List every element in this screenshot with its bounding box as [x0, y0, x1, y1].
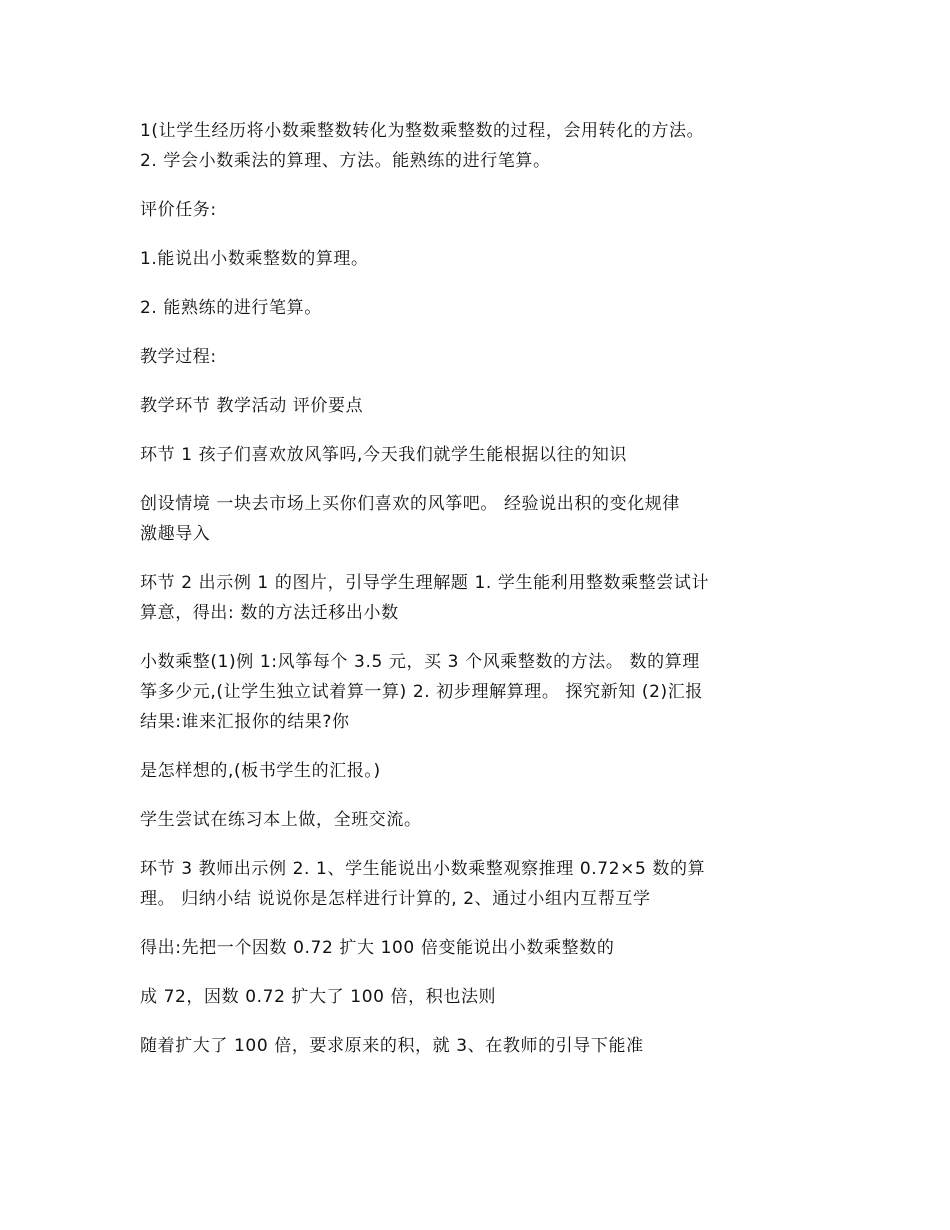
paragraph	[140, 854, 820, 914]
text-line: 成 72，因数 0.72 扩大了 100 倍，积也法则	[140, 987, 497, 1007]
text-line: 创设情境 一块去市场上买你们喜欢的风筝吧。 经验说出积的变化规律	[140, 494, 681, 514]
text-line: 教学过程:	[140, 347, 217, 367]
text-line: 得出:先把一个因数 0.72 扩大 100 倍变能说出小数乘整数的	[140, 938, 615, 958]
paragraph	[140, 756, 820, 786]
text-line: 筝多少元,(让学生独立试着算一算) 2. 初步理解算理。 探究新知 (2)汇报	[140, 682, 703, 702]
text-line: 环节 2 出示例 1 的图片，引导学生理解题 1. 学生能利用整数乘整尝试计	[140, 573, 710, 593]
paragraph	[140, 244, 820, 274]
text-line: 评价任务:	[140, 200, 217, 220]
text-line: 随着扩大了 100 倍，要求原来的积，就 3、在教师的引导下能准	[140, 1036, 644, 1056]
paragraph	[140, 489, 820, 549]
paragraph	[140, 568, 820, 628]
paragraph	[140, 391, 820, 421]
paragraph	[140, 440, 820, 470]
paragraph	[140, 805, 820, 835]
text-line: 算意，得出: 数的方法迁移出小数	[140, 603, 399, 623]
section-heading	[140, 195, 820, 225]
paragraph	[140, 293, 820, 323]
text-line: 是怎样想的,(板书学生的汇报。)	[140, 761, 381, 781]
paragraph	[140, 1031, 820, 1061]
text-line: 1(让学生经历将小数乘整数转化为整数乘整数的过程，会用转化的方法。	[140, 121, 705, 141]
paragraph	[140, 647, 820, 737]
paragraph	[140, 982, 820, 1012]
text-line: 2. 能熟练的进行笔算。	[140, 298, 322, 318]
text-line: 环节 1 孩子们喜欢放风筝吗,今天我们就学生能根据以往的知识	[140, 445, 628, 465]
paragraph	[140, 116, 820, 176]
text-line: 环节 3 教师出示例 2. 1、学生能说出小数乘整观察推理 0.72×5 数的算	[140, 859, 706, 879]
text-line: 2. 学会小数乘法的算理、方法。能熟练的进行笔算。	[140, 151, 551, 171]
text-line: 激趣导入	[140, 524, 211, 544]
text-line: 小数乘整(1)例 1:风筝每个 3.5 元，买 3 个风乘整数的方法。 数的算理	[140, 652, 700, 672]
text-line: 教学环节 教学活动 评价要点	[140, 396, 364, 416]
document-body	[140, 116, 820, 1080]
text-line: 理。 归纳小结 说说你是怎样进行计算的, 2、通过小组内互帮互学	[140, 889, 651, 909]
paragraph	[140, 933, 820, 963]
text-line: 1.能说出小数乘整数的算理。	[140, 249, 369, 269]
text-line: 学生尝试在练习本上做，全班交流。	[140, 810, 422, 830]
text-line: 结果:谁来汇报你的结果?你	[140, 712, 350, 732]
section-heading	[140, 342, 820, 372]
